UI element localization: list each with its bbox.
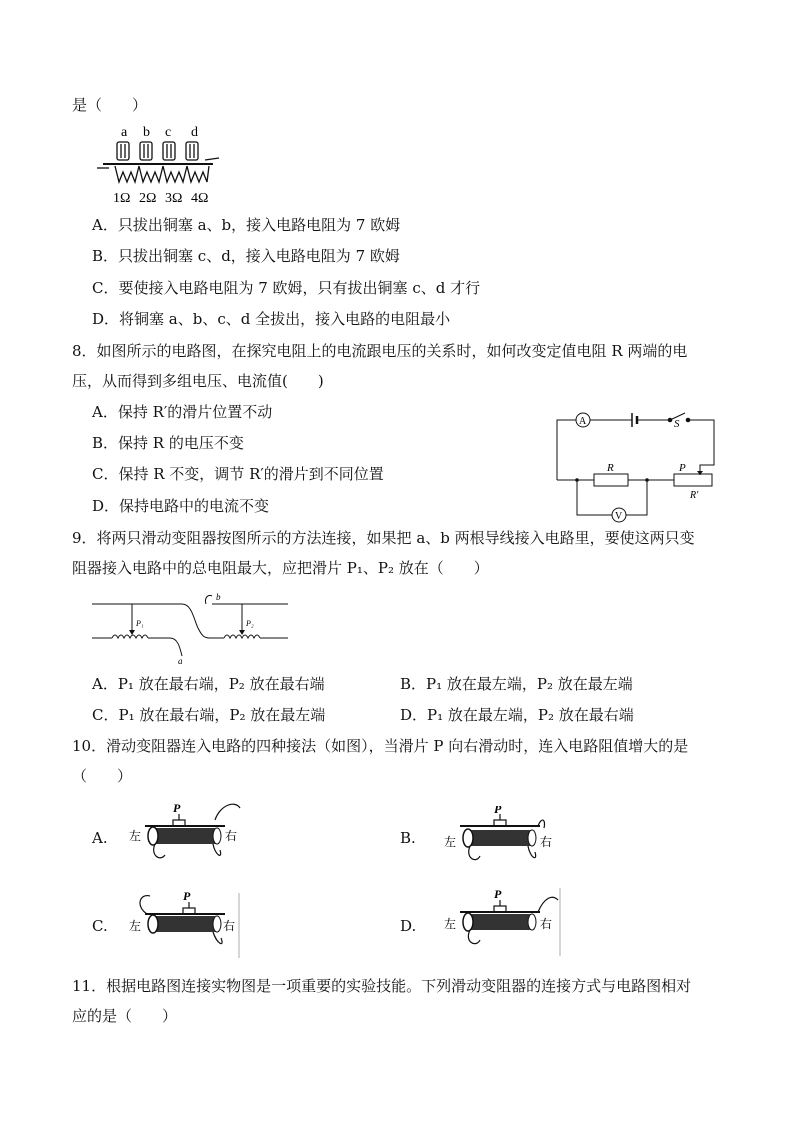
q7-stem-tail: 是（ ） xyxy=(72,96,148,114)
ammeter-label: A xyxy=(579,416,587,427)
q7-option-c[interactable]: C．要使接入电路电阻为 7 欧姆，只有拔出铜塞 c、d 才行 xyxy=(92,279,481,297)
q10-option-c-letter[interactable]: C. xyxy=(92,917,108,935)
q10-b-left-label: 左 xyxy=(444,835,457,849)
plug-label-a: a xyxy=(121,125,128,140)
switch-label: S xyxy=(674,418,680,430)
q8-option-a[interactable]: A．保持 R′的滑片位置不动 xyxy=(92,403,273,421)
rheostat-icon xyxy=(674,474,712,486)
q10-b-p-label: P xyxy=(494,806,502,816)
q10-option-d-rheostat[interactable] xyxy=(440,884,565,956)
q10-d-right-label: 右 xyxy=(540,917,553,931)
q9-option-b[interactable]: B．P₁ 放在最左端，P₂ 放在最左端 xyxy=(400,675,633,693)
q10-option-c-rheostat[interactable] xyxy=(125,888,245,958)
q9-two-rheostats-figure xyxy=(92,588,292,666)
a-label: a xyxy=(178,656,183,666)
q9-option-c[interactable]: C．P₁ 放在最右端，P₂ 放在最左端 xyxy=(92,706,326,724)
q10-b-right-label: 右 xyxy=(540,835,553,849)
q9-option-d[interactable]: D．P₁ 放在最左端，P₂ 放在最右端 xyxy=(400,706,634,724)
q10-d-left-label: 左 xyxy=(444,917,457,931)
q8-option-c[interactable]: C．保持 R 不变，调节 R′的滑片到不同位置 xyxy=(92,465,384,483)
p1-label: P₁ xyxy=(136,619,144,628)
rheostat-label: R′ xyxy=(690,490,699,501)
q10-a-left-label: 左 xyxy=(129,829,142,843)
q10-option-b-rheostat[interactable] xyxy=(440,806,560,868)
q7-option-a[interactable]: A．只拔出铜塞 a、b，接入电路电阻为 7 欧姆 xyxy=(92,216,401,234)
q9-option-a[interactable]: A．P₁ 放在最右端，P₂ 放在最右端 xyxy=(92,675,325,693)
q8-stem-line1: 8．如图所示的电路图，在探究电阻上的电流跟电压的关系时，如何改变定值电阻 R 两端的电 xyxy=(72,342,688,360)
q7-resistance-box-figure xyxy=(95,122,225,207)
plug-label-d: d xyxy=(191,125,198,140)
resistor-label: R xyxy=(607,462,614,474)
q10-option-a-letter[interactable]: A. xyxy=(92,829,108,847)
q10-option-b-letter[interactable]: B. xyxy=(400,829,416,847)
voltmeter-label: V xyxy=(615,511,623,522)
res-label-3: 3Ω xyxy=(165,191,183,206)
plug-label-c: c xyxy=(165,125,172,140)
q10-c-right-label: 右 xyxy=(223,919,236,933)
plug-label-b: b xyxy=(143,125,150,140)
q10-option-a-rheostat[interactable] xyxy=(125,800,245,865)
q10-a-p-label: P xyxy=(173,801,181,815)
b-label: b xyxy=(216,592,221,602)
q10-stem-line1: 10．滑动变阻器连入电路的四种接法（如图），当滑片 P 向右滑动时，连入电路阻值增大的是 xyxy=(72,737,689,755)
res-label-4: 4Ω xyxy=(191,191,209,206)
q9-stem-line1: 9．将两只滑动变阻器按图所示的方法连接，如果把 a、b 两根导线接入电路里，要使这两只变 xyxy=(72,529,695,547)
q10-c-p-label: P xyxy=(183,889,191,903)
q8-circuit-figure xyxy=(552,405,724,530)
q9-stem-line2: 阻器接入电路中的总电阻最大，应把滑片 P₁、P₂ 放在（ ） xyxy=(72,559,489,577)
resistor-r-icon xyxy=(594,474,628,486)
q7-option-d[interactable]: D．将铜塞 a、b、c、d 全拔出，接入电路的电阻最小 xyxy=(92,310,451,328)
q8-stem-line2: 压，从而得到多组电压、电流值( ) xyxy=(72,372,324,390)
q10-d-p-label: P xyxy=(494,887,502,901)
q10-a-right-label: 右 xyxy=(225,829,238,843)
q8-option-b[interactable]: B．保持 R 的电压不变 xyxy=(92,434,244,452)
q11-stem-line1: 11．根据电路图连接实物图是一项重要的实验技能。下列滑动变阻器的连接方式与电路图相对 xyxy=(72,977,692,995)
q7-option-b[interactable]: B．只拔出铜塞 c、d，接入电路电阻为 7 欧姆 xyxy=(92,247,400,265)
q10-c-left-label: 左 xyxy=(129,919,142,933)
slider-label: P xyxy=(679,462,686,474)
q10-stem-line2: （ ） xyxy=(72,767,133,785)
q11-stem-line2: 应的是（ ） xyxy=(72,1007,178,1025)
q8-option-d[interactable]: D．保持电路中的电流不变 xyxy=(92,497,270,515)
p2-label: P₂ xyxy=(246,619,254,628)
res-label-1: 1Ω xyxy=(113,191,131,206)
res-label-2: 2Ω xyxy=(139,191,157,206)
q10-option-d-letter[interactable]: D. xyxy=(400,917,417,935)
